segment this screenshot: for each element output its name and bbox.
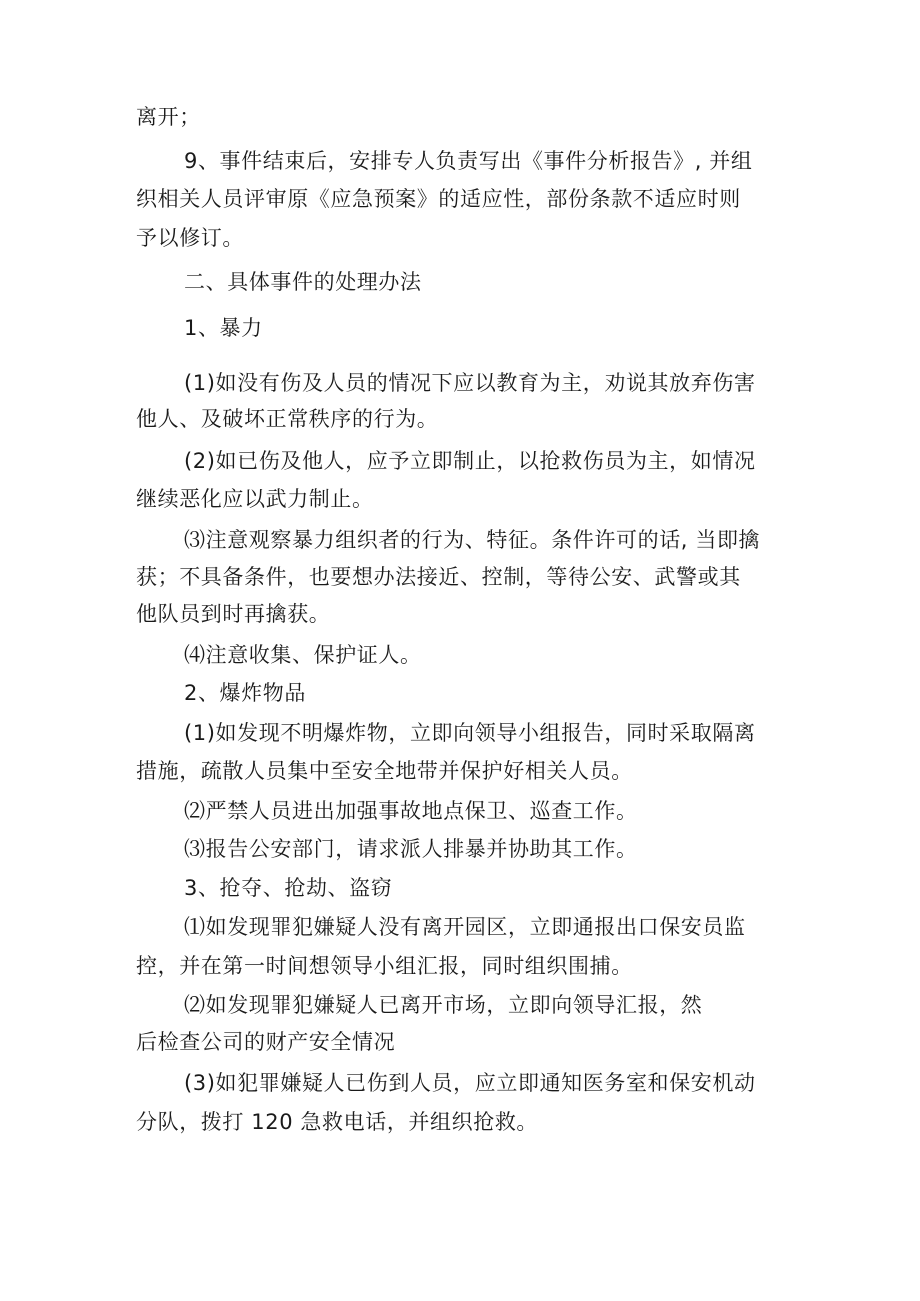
text-line: ⑵严禁人员进出加强事故地点保卫、巡查工作。 (184, 799, 638, 823)
text-line: (1)如发现不明爆炸物，立即向领导小组报告，同时采取隔离 (184, 721, 756, 745)
subsection-heading: 1、暴力 (184, 316, 263, 340)
text-line: ⑶注意观察暴力组织者的行为、特征。条件许可的话, 当即擒 (184, 528, 761, 552)
text-line: 获；不具备条件，也要想办法接近、控制，等待公安、武警或其 (136, 565, 741, 589)
text-line: 措施，疏散人员集中至安全地带并保护好相关人员。 (136, 759, 633, 783)
text-line: 他队员到时再擒获。 (136, 602, 331, 626)
text-line: (2)如已伤及他人，应予立即制止，以抢救伤员为主，如情况 (184, 449, 756, 473)
text-line: 控，并在第一时间想领导小组汇报，同时组织围捕。 (136, 954, 633, 978)
subsection-heading: 3、抢夺、抢劫、盗窃 (184, 876, 393, 900)
section-heading: 二、具体事件的处理办法 (184, 270, 422, 294)
text-line: ⑵如发现罪犯嫌疑人已离开市场，立即向领导汇报，然 (184, 993, 703, 1017)
text-line: 继续恶化应以武力制止。 (136, 487, 374, 511)
text-line: 后检查公司的财产安全情况 (136, 1030, 396, 1054)
text-line: (1)如没有伤及人员的情况下应以教育为主，劝说其放弃伤害 (184, 371, 756, 395)
text-line: ⑷注意收集、保护证人。 (184, 643, 422, 667)
text-line: 分队，拨打 120 急救电话，并组织抢救。 (136, 1110, 539, 1134)
text-line: 他人、及破坏正常秩序的行为。 (136, 407, 439, 431)
text-line: 离开； (136, 105, 201, 129)
subsection-heading: 2、爆炸物品 (184, 681, 306, 705)
text-line: 9、事件结束后，安排专人负责写出《事件分析报告》, 并组 (184, 149, 753, 173)
text-line: 予以修订。 (136, 226, 244, 250)
text-line: ⑴如发现罪犯嫌疑人没有离开园区，立即通报出口保安员监 (184, 915, 746, 939)
text-line: (3)如犯罪嫌疑人已伤到人员，应立即通知医务室和保安机动 (184, 1071, 756, 1095)
text-line: ⑶报告公安部门，请求派人排暴并协助其工作。 (184, 837, 638, 861)
text-line: 织相关人员评审原《应急预案》的适应性，部份条款不适应时则 (136, 187, 741, 211)
